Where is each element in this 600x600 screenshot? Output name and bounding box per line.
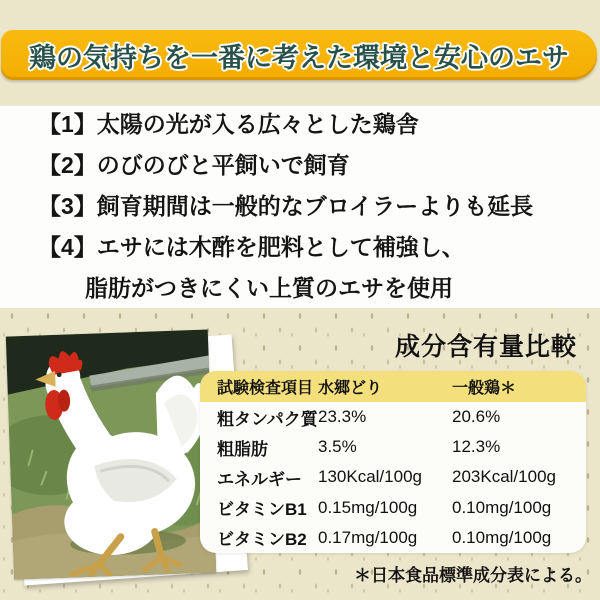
col-header-suigo: 水郷どり <box>318 380 383 397</box>
col-header-item: 試験検査項目 <box>217 380 314 397</box>
comparison-title: 成分含有量比較 <box>394 333 577 361</box>
table-row <box>200 523 586 553</box>
header-banner <box>1 30 597 80</box>
comparison-table <box>200 371 586 553</box>
cell-item: 粗脂肪 <box>217 439 268 459</box>
table-row <box>200 462 586 492</box>
cell-item: エネルギー <box>217 469 302 489</box>
chicken-photo <box>6 330 216 580</box>
table-row <box>200 402 586 432</box>
feature-item-4-line2: 脂肪がつきにくい上質のエサを使用 <box>85 275 453 301</box>
cell-suigo: 23.3% <box>318 407 367 427</box>
cell-general: 203Kcal/100g <box>452 467 556 487</box>
cell-suigo: 0.15mg/100g <box>318 497 418 517</box>
feature-item-2: 【2】のびのびと平飼いで飼育 <box>38 152 350 178</box>
feature-item-3: 【3】飼育期間は一般的なブロイラーよりも延長 <box>38 193 534 219</box>
cell-general: 20.6% <box>452 407 501 427</box>
feature-item-1: 【1】太陽の光が入る広々とした鶏舎 <box>38 111 419 137</box>
chicken-illustration <box>6 330 216 580</box>
cell-suigo: 3.5% <box>318 437 357 457</box>
cell-suigo: 130Kcal/100g <box>318 467 422 487</box>
cell-general: 12.3% <box>452 437 501 457</box>
cell-suigo: 0.17mg/100g <box>318 527 418 547</box>
cell-general: 0.10mg/100g <box>452 497 552 517</box>
cell-item: 粗タンパク質 <box>217 409 318 429</box>
table-header-row <box>200 371 586 402</box>
cell-item: ビタミンB2 <box>217 530 307 550</box>
cell-general: 0.10mg/100g <box>452 527 552 547</box>
table-row <box>200 432 586 462</box>
feature-item-4: 【4】エサには木酢を肥料として補強し、 <box>38 234 465 260</box>
cell-item: ビタミンB1 <box>217 500 307 520</box>
table-row <box>200 493 586 523</box>
footnote: ＊日本食品標準成分表による。 <box>354 566 592 585</box>
col-header-general: 一般鶏＊ <box>452 380 517 397</box>
feature-list <box>38 104 533 309</box>
banner-title: 鶏の気持ちを一番に考えた環境と安心のエサ <box>29 42 569 73</box>
